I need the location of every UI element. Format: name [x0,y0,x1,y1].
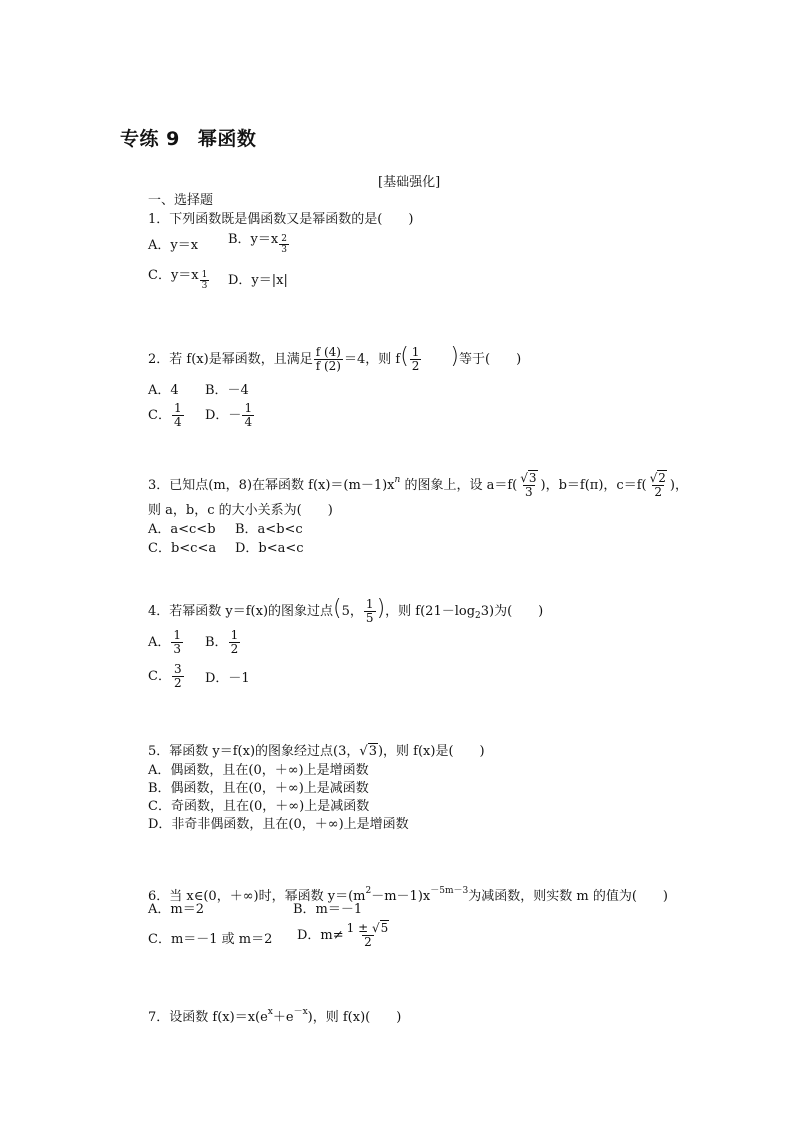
q4-option-c [148,663,185,690]
q6-mid: －m－1)x [371,889,431,904]
q1-stem: 1．下列函数既是偶函数又是幂函数的是( ) [148,212,414,227]
q4-b-pre: B． [205,635,228,650]
q6-option-b: B．m＝－1 [293,902,363,917]
q4-c-frac [172,663,184,690]
q4-option-d: D．－1 [205,671,250,686]
q3-c-num: √2 [649,471,666,485]
q2-c-frac [172,402,184,429]
q4-left-paren: ( [333,596,342,621]
q6-d-frac [345,922,392,949]
q6-pre: 6．当 x∈(0，＋∞)时，幂函数 y＝(m [148,889,366,904]
q3-option-d: D．b<a<c [235,541,304,556]
title-name: 幂函数 [197,128,257,150]
q2-d-frac [242,402,254,429]
q7-stem [148,1004,401,1026]
q6-option-c: C．m＝－1 或 m＝2 [148,932,273,947]
q5-stem [148,744,485,760]
q1-option-a: A．y＝x [148,238,199,253]
q3-mid: 的图象上，设 a＝f( [400,478,518,493]
q2-mid: ＝4，则 f [343,352,401,367]
q5-rad: 3 [368,744,377,759]
q5-option-a: A．偶函数，且在(0，＋∞)上是增函数 [148,763,369,778]
q3-option-b: B．a<b<c [235,522,303,537]
q1-c-exp-den: 3 [201,281,208,291]
q1-c-exp-num: 1 [201,270,208,280]
q3-pre: 3．已知点(m，8)在幂函数 f(x)＝(m－1)x [148,478,395,493]
q4-post: ，则 f(21－log [385,604,476,619]
q6-option-d [297,922,392,949]
title-label: 专练 9 [120,128,180,150]
q6-stem [148,883,668,905]
q2-arg [410,346,422,373]
q7-post: )，则 f(x)( ) [307,1010,402,1025]
q4-b-den: 2 [230,642,239,656]
q2-c-num: 1 [173,401,182,415]
q4-option-a [148,629,184,656]
q4-right-paren: ) [376,596,386,621]
q3-line2: 则 a，b，c 的大小关系为( ) [148,503,333,518]
part-heading: 一、选择题 [148,193,214,208]
q3-c-frac [648,472,669,499]
q3-b-part: )，b＝f(π)，c＝f( [540,478,647,493]
q1-b-text: B．y＝x [228,232,279,247]
q5-option-c: C．奇函数，且在(0，＋∞)上是减函数 [148,799,370,814]
q6-d-num-pre: 1 ± [346,921,372,935]
q2-stem [148,346,521,373]
q3-a-frac [518,472,539,499]
q6-sq: 2 [365,886,372,896]
q6-option-a: A．m＝2 [148,902,204,917]
q4-c-den: 2 [173,676,182,690]
q3-a-num: √3 [520,471,537,485]
q3-line1 [148,472,688,499]
q3-a-rad: 3 [528,471,537,485]
q2-post: 等于( ) [459,352,522,367]
q2-arg-num: 1 [411,345,420,359]
q2-pre: 2．若 f(x)是幂函数，且满足 [148,352,313,367]
q6-d-rad: 5 [380,921,389,935]
q6-d-pre: D．m≠ [297,928,344,943]
q4-a-pre: A． [148,635,171,650]
q5-sqrt: √3 [359,744,377,759]
section-heading: [基础强化] [378,175,441,190]
q2-arg-den: 2 [411,359,420,373]
q4-b-num: 1 [230,628,239,642]
q4-post2: 3)为( ) [480,604,544,619]
q3-c-den: 2 [654,485,663,499]
q7-pre: 7．设函数 f(x)＝x(e [148,1010,268,1025]
q4-pre: 4．若幂函数 y＝f(x)的图象过点 [148,604,334,619]
q4-a-den: 3 [173,642,182,656]
page-title [120,124,256,151]
q4-c-num: 3 [173,662,182,676]
q4-option-b [205,629,241,656]
q3-end: )， [669,478,688,493]
q6-d-num: 1 ± √5 [346,921,389,935]
q4-pt-num: 1 [365,597,374,611]
q4-a-frac [171,629,183,656]
q2-c-pre: C． [148,408,171,423]
q1-c-exponent [200,270,210,291]
q6-d-den: 2 [364,935,372,949]
q4-pt-den: 5 [365,611,374,625]
q3-c-rad: 2 [658,471,666,485]
q3-exp: n [394,475,401,485]
q3-option-a: A．a<c<b [148,522,216,537]
q4-log-base: 2 [475,611,481,621]
q2-c-den: 4 [173,415,182,429]
q7-mid: ＋e [272,1010,294,1025]
q4-b-frac [229,629,241,656]
q2-frac-den: f (2) [315,359,341,373]
q4-pt-x: 5， [341,604,363,619]
q2-d-pre: D．－ [205,408,242,423]
q2-fraction [314,346,343,373]
q3-option-c: C．b<c<a [148,541,217,556]
q1-b-exp-num: 2 [281,234,287,244]
q1-option-b [228,232,290,255]
q2-right-paren: ) [450,344,460,369]
q2-d-den: 4 [244,415,253,429]
q2-d-num: 1 [244,401,253,415]
q5-option-d: D．非奇非偶函数，且在(0，＋∞)上是增函数 [148,817,409,832]
q5-pre: 5．幂函数 y＝f(x)的图象经过点(3， [148,744,360,759]
q2-option-d [205,402,255,429]
q1-b-exp-den: 3 [281,245,287,255]
q6-post: 为减函数，则实数 m 的值为( ) [468,889,668,904]
q2-frac-num: f (4) [315,345,341,359]
q2-left-paren: ( [400,344,409,369]
q1-option-d: D．y＝|x| [228,273,288,288]
q4-stem [148,598,543,625]
q2-option-a: A．4 [148,383,179,398]
q1-b-exponent [279,234,289,255]
q2-option-b: B．－4 [205,383,249,398]
q4-a-num: 1 [173,628,182,642]
q2-option-c [148,402,185,429]
q1-option-c [148,268,210,291]
q5-post: )，则 f(x)是( ) [377,744,485,759]
q1-c-text: C．y＝x [148,268,199,283]
q5-option-b: B．偶函数，且在(0，＋∞)上是减函数 [148,781,369,796]
q7-e2: －x [293,1007,308,1017]
q4-c-pre: C． [148,669,171,684]
q3-a-den: 3 [525,485,533,499]
q6-exp: －5m－3 [430,886,469,896]
q7-e1: x [267,1007,273,1017]
q4-pt-frac [364,598,376,625]
